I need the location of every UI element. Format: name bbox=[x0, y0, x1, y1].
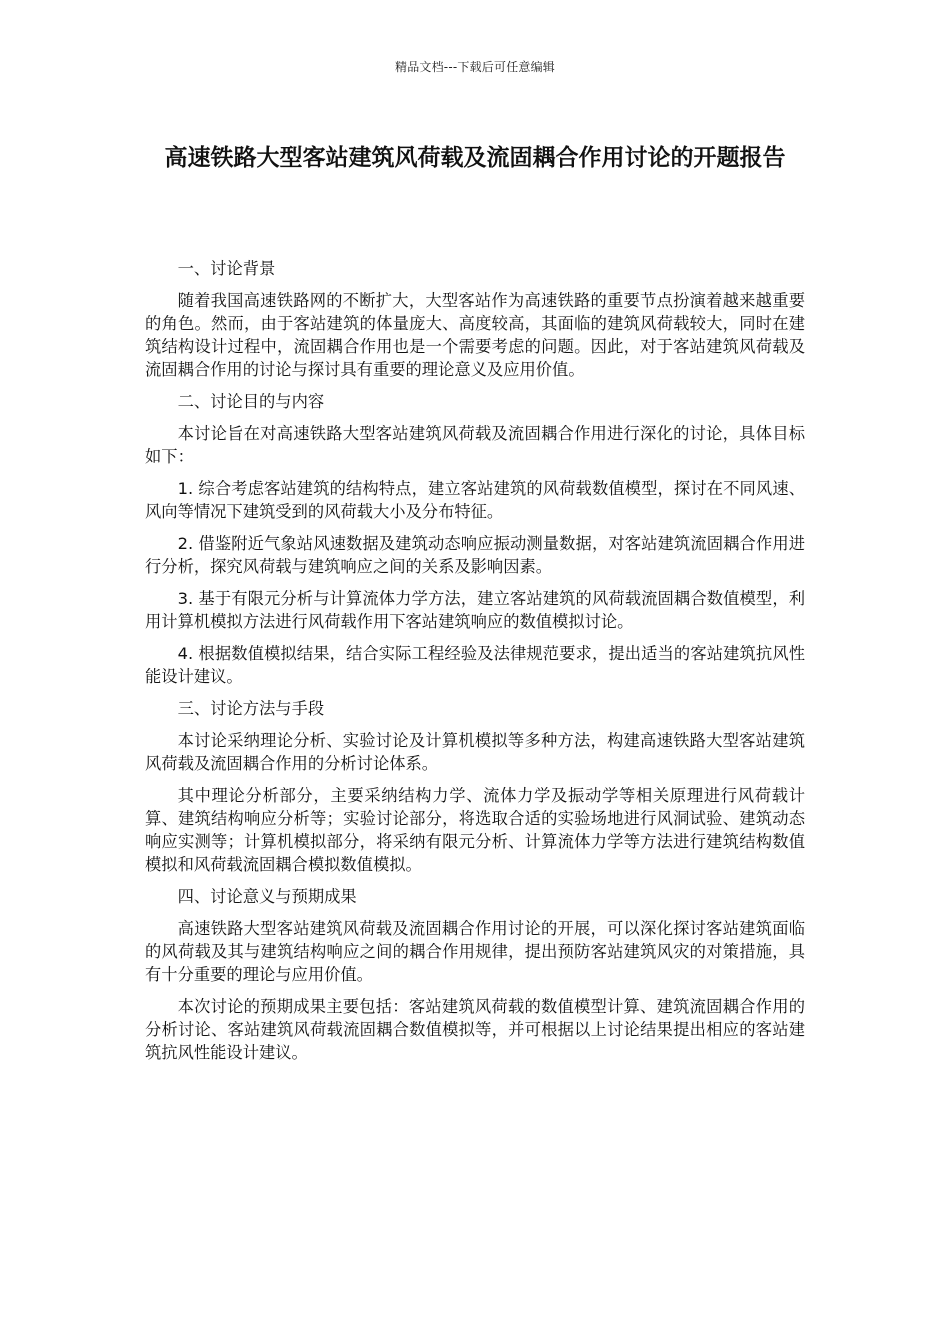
paragraph: 本讨论旨在对高速铁路大型客站建筑风荷载及流固耦合作用进行深化的讨论，具体目标如下： bbox=[145, 424, 805, 466]
paragraph: 本次讨论的预期成果主要包括：客站建筑风荷载的数值模型计算、建筑流固耦合作用的分析讨论、客站建筑风荷载流固耦合数值模拟等，并可根据以上讨论结果提出相应的客站建筑抗风性能设计建议。 bbox=[145, 997, 805, 1062]
section-heading-objectives: 二、讨论目的与内容 bbox=[177, 392, 325, 411]
list-item: 1. 综合考虑客站建筑的结构特点，建立客站建筑的风荷载数值模型，探讨在不同风速、风向等情况下建筑受到的风荷载大小及分布特征。 bbox=[145, 479, 805, 521]
document-body bbox=[145, 257, 805, 1073]
list-item: 3. 基于有限元分析与计算流体力学方法，建立客站建筑的风荷载流固耦合数值模型，利用计算机模拟方法进行风荷载作用下客站建筑响应的数值模拟讨论。 bbox=[145, 589, 805, 631]
list-item: 4. 根据数值模拟结果，结合实际工程经验及法律规范要求，提出适当的客站建筑抗风性能设计建议。 bbox=[145, 644, 805, 686]
section-heading-significance: 四、讨论意义与预期成果 bbox=[177, 887, 357, 906]
paragraph: 本讨论采纳理论分析、实验讨论及计算机模拟等多种方法，构建高速铁路大型客站建筑风荷载及流固耦合作用的分析讨论体系。 bbox=[145, 731, 805, 773]
section-heading-methods: 三、讨论方法与手段 bbox=[177, 699, 325, 718]
header-note: 精品文档---下载后可任意编辑 bbox=[395, 60, 555, 74]
document-title: 高速铁路大型客站建筑风荷载及流固耦合作用讨论的开题报告 bbox=[164, 145, 786, 171]
list-item: 2. 借鉴附近气象站风速数据及建筑动态响应振动测量数据，对客站建筑流固耦合作用进行分析，探究风荷载与建筑响应之间的关系及影响因素。 bbox=[145, 534, 805, 576]
paragraph: 其中理论分析部分，主要采纳结构力学、流体力学及振动学等相关原理进行风荷载计算、建筑结构响应分析等；实验讨论部分，将选取合适的实验场地进行风洞试验、建筑动态响应实测等；计算机模拟部分，将采纳有限元分析、计算流体力学等方法进行建筑结构数值模拟和风荷载流固耦合模拟数值模拟。 bbox=[145, 786, 805, 874]
section-heading-background: 一、讨论背景 bbox=[177, 259, 276, 278]
paragraph: 高速铁路大型客站建筑风荷载及流固耦合作用讨论的开展，可以深化探讨客站建筑面临的风荷载及其与建筑结构响应之间的耦合作用规律，提出预防客站建筑风灾的对策措施，具有十分重要的理论与应用价值。 bbox=[145, 919, 805, 984]
paragraph: 随着我国高速铁路网的不断扩大，大型客站作为高速铁路的重要节点扮演着越来越重要的角色。然而，由于客站建筑的体量庞大、高度较高，其面临的建筑风荷载较大，同时在建筑结构设计过程中，流固耦合作用也是一个需要考虑的问题。因此，对于客站建筑风荷载及流固耦合作用的讨论与探讨具有重要的理论意义及应用价值。 bbox=[145, 291, 805, 379]
